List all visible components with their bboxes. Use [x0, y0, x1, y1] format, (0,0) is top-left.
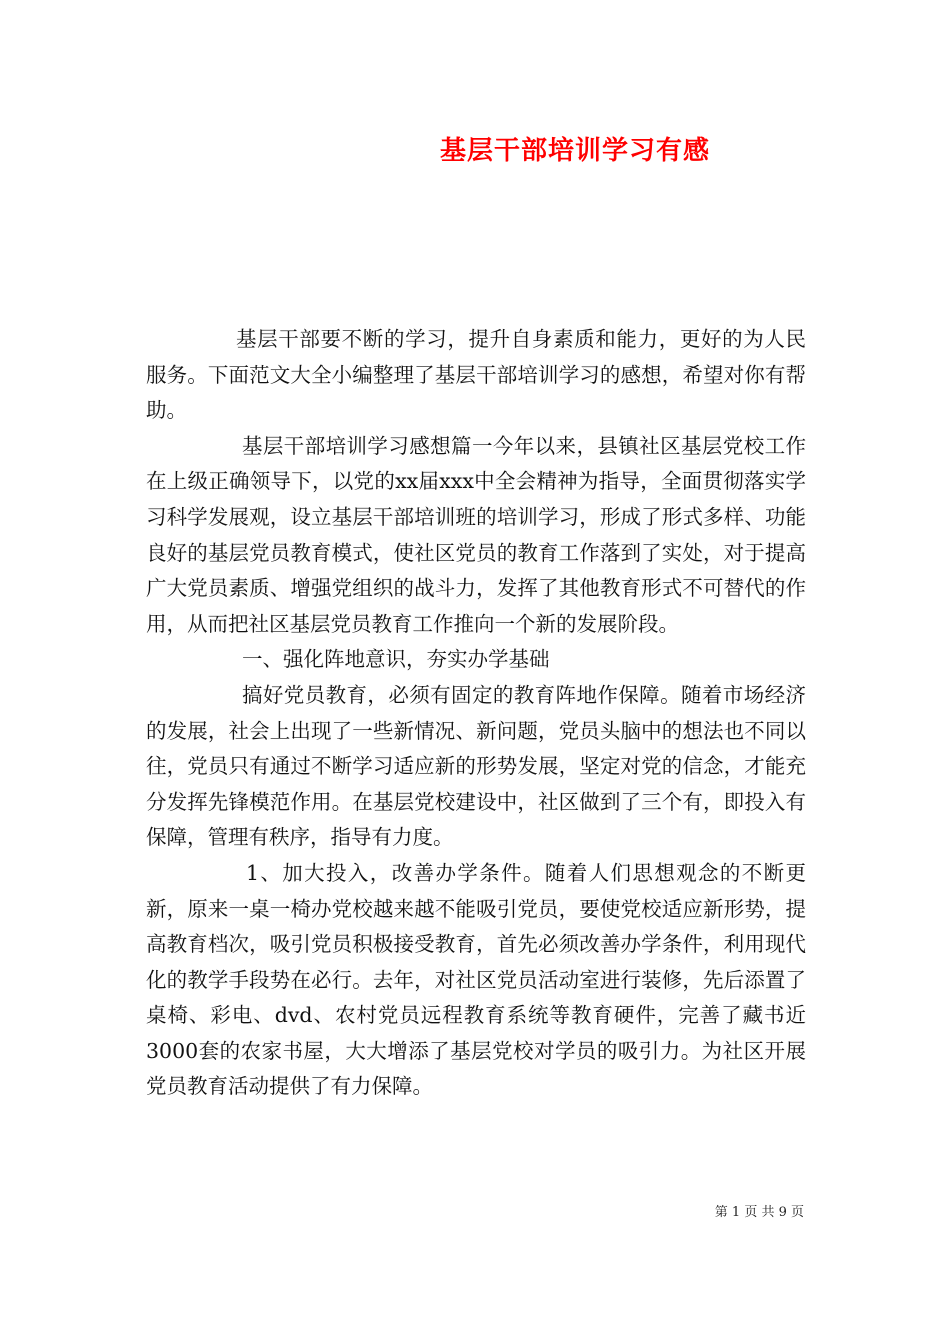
paragraph-party-education: 搞好党员教育，必须有固定的教育阵地作保障。随着市场经济的发展，社会上出现了一些新情况、新问题，党员头脑中的想法也不同以往，党员只有通过不断学习适应新的形势发展，坚定对党的信念，才能充分发挥先锋模范作用。在基层党校建设中，社区做到了三个有，即投入有保障，管理有秩序，指导有力度。 — [146, 682, 806, 850]
document-title: 基层干部培训学习有感 — [439, 136, 710, 166]
paragraph-investment: 1、加大投入，改善办学条件。随着人们思想观念的不断更新，原来一桌一椅办党校越来越不能吸引党员，要使党校适应新形势，提高教育档次，吸引党员积极接受教育，首先必须改善办学条件，利用现代化的教学手段势在必行。去年，对社区党员活动室进行装修，先后添置了桌椅、彩电、dvd、农村党员远程教育系统等教育硬件，完善了藏书近3000套的农家书屋，大大增添了基层党校对学员的吸引力。为社区开展党员教育活动提供了有力保障。 — [146, 860, 806, 1099]
section-heading-one: 一、强化阵地意识，夯实办学基础 — [242, 647, 550, 672]
document-body — [146, 322, 806, 1105]
page-footer: 第 1 页 共 9 页 — [714, 1205, 804, 1220]
paragraph-intro: 基层干部要不断的学习，提升自身素质和能力，更好的为人民服务。下面范文大全小编整理了基层干部培训学习的感想，希望对你有帮助。 — [146, 327, 806, 423]
paragraph-essay-one: 基层干部培训学习感想篇一今年以来，县镇社区基层党校工作在上级正确领导下，以党的xx届xxx中全会精神为指导，全面贯彻落实学习科学发展观，设立基层干部培训班的培训学习，形成了形式多样、功能良好的基层党员教育模式，使社区党员的教育工作落到了实处，对于提高广大党员素质、增强党组织的战斗力，发挥了其他教育形式不可替代的作用，从而把社区基层党员教育工作推向一个新的发展阶段。 — [146, 433, 806, 636]
